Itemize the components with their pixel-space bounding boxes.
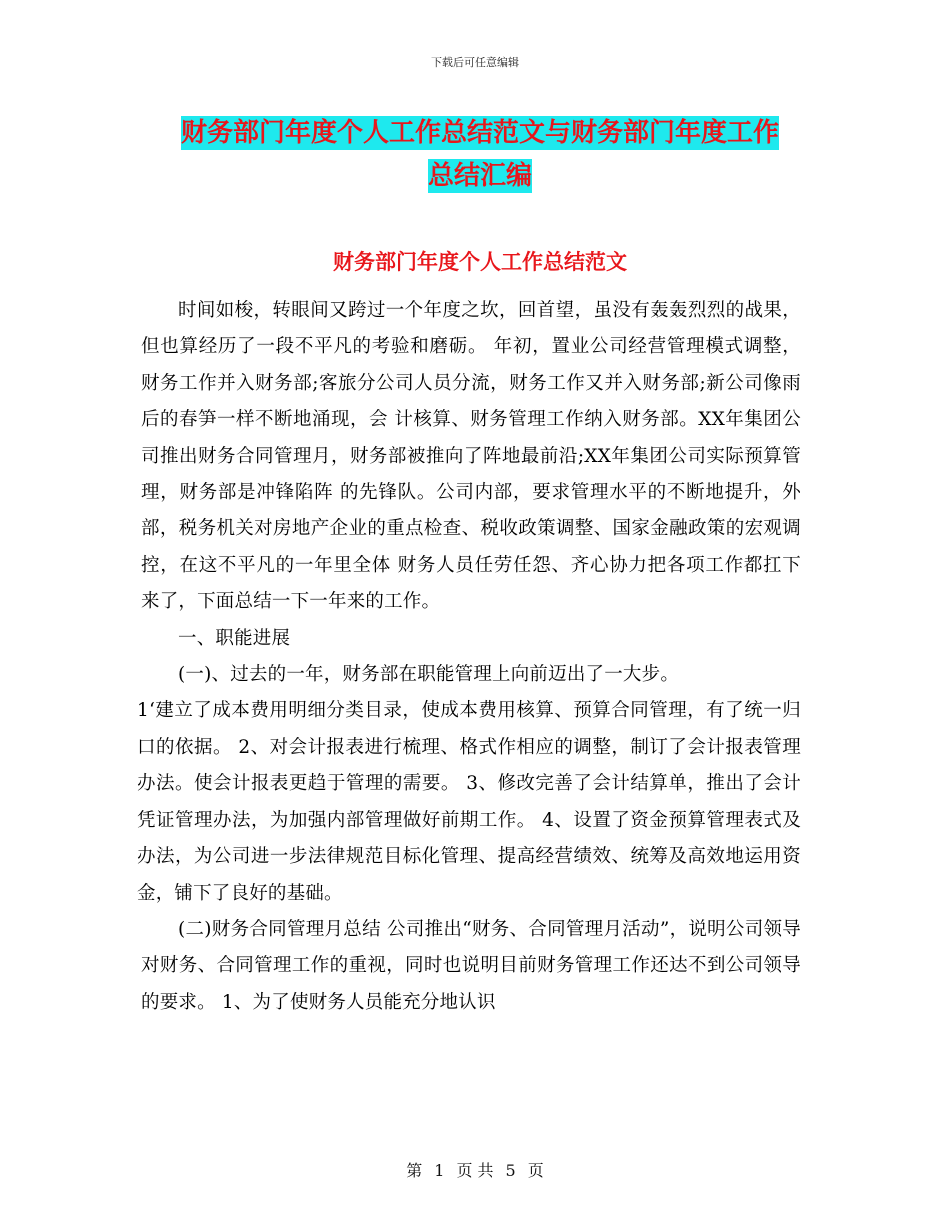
page-footer <box>0 1158 950 1181</box>
paragraph-contract-month: (二)财务合同管理月总结 公司推出“财务、合同管理月活动”，说明公司领导对财务、合同管理工作的重视，同时也说明目前财务管理工作还达不到公司领导的要求。 1、为了使财务人员能充分地认识 <box>141 918 801 1013</box>
footer-prefix: 第 <box>406 1161 423 1180</box>
footer-page-number: 1 <box>434 1161 445 1180</box>
subheading-one: (一)、过去的一年，财务部在职能管理上向前迈出了一大步。 <box>178 664 680 686</box>
section-title: 财务部门年度个人工作总结范文 <box>333 250 627 274</box>
main-title-line-2 <box>140 155 820 192</box>
header-note: 下载后可任意编辑 <box>431 56 519 69</box>
main-title-text-2: 总结汇编 <box>427 161 532 191</box>
paragraph-intro: 时间如梭，转眼间又跨过一个年度之坎，回首望，虽没有轰轰烈烈的战果，但也算经历了一段不平凡的考验和磨砺。 年初，置业公司经营管理模式调整，财务工作并入财务部;客旅分公司人员分流，财务工作又并入财务部;新公司像雨后的春笋一样不断地涌现，会 计核算、财务管理工作纳入财务部。XX年集团公司推出财务合同管理月，财务部被推向了阵地最前沿;XX年集团公司实际预算管理，财务部是冲锋陷阵 的先锋队。公司内部，要求管理水平的不断地提升，外部，税务机关对房地产企业的重点检查、税收政策调整、国家金融政策的宏观调控，在这不平凡的一年里全体 财务人员任劳任怨、齐心协力把各项工作都扛下来了，下面总结一下一年来的工作。 <box>141 300 801 613</box>
main-title-line-1 <box>140 112 820 149</box>
footer-total-pages: 5 <box>505 1161 516 1180</box>
body-text <box>137 293 801 1021</box>
footer-mid: 页 共 <box>456 1161 494 1180</box>
main-title-text-1: 财务部门年度个人工作总结范文与财务部门年度工作 <box>180 118 779 148</box>
footer-suffix: 页 <box>527 1161 544 1180</box>
heading-functional-progress: 一、职能进展 <box>178 627 291 649</box>
paragraph-items: 1‘建立了成本费用明细分类目录，使成本费用核算、预算合同管理，有了统一归口的依据。 2、对会计报表进行梳理、格式作相应的调整，制订了会计报表管理办法。使会计报表更趋于管理的需要。 3、修改完善了会计结算单，推出了会计凭证管理办法，为加强内部管理做好前期工作。 4、设置了资金预算管理表式及办法，为公司进一步法律规范目标化管理、提高经营绩效、统筹及高效地运用资金，铺下了良好的基础。 <box>137 700 801 904</box>
